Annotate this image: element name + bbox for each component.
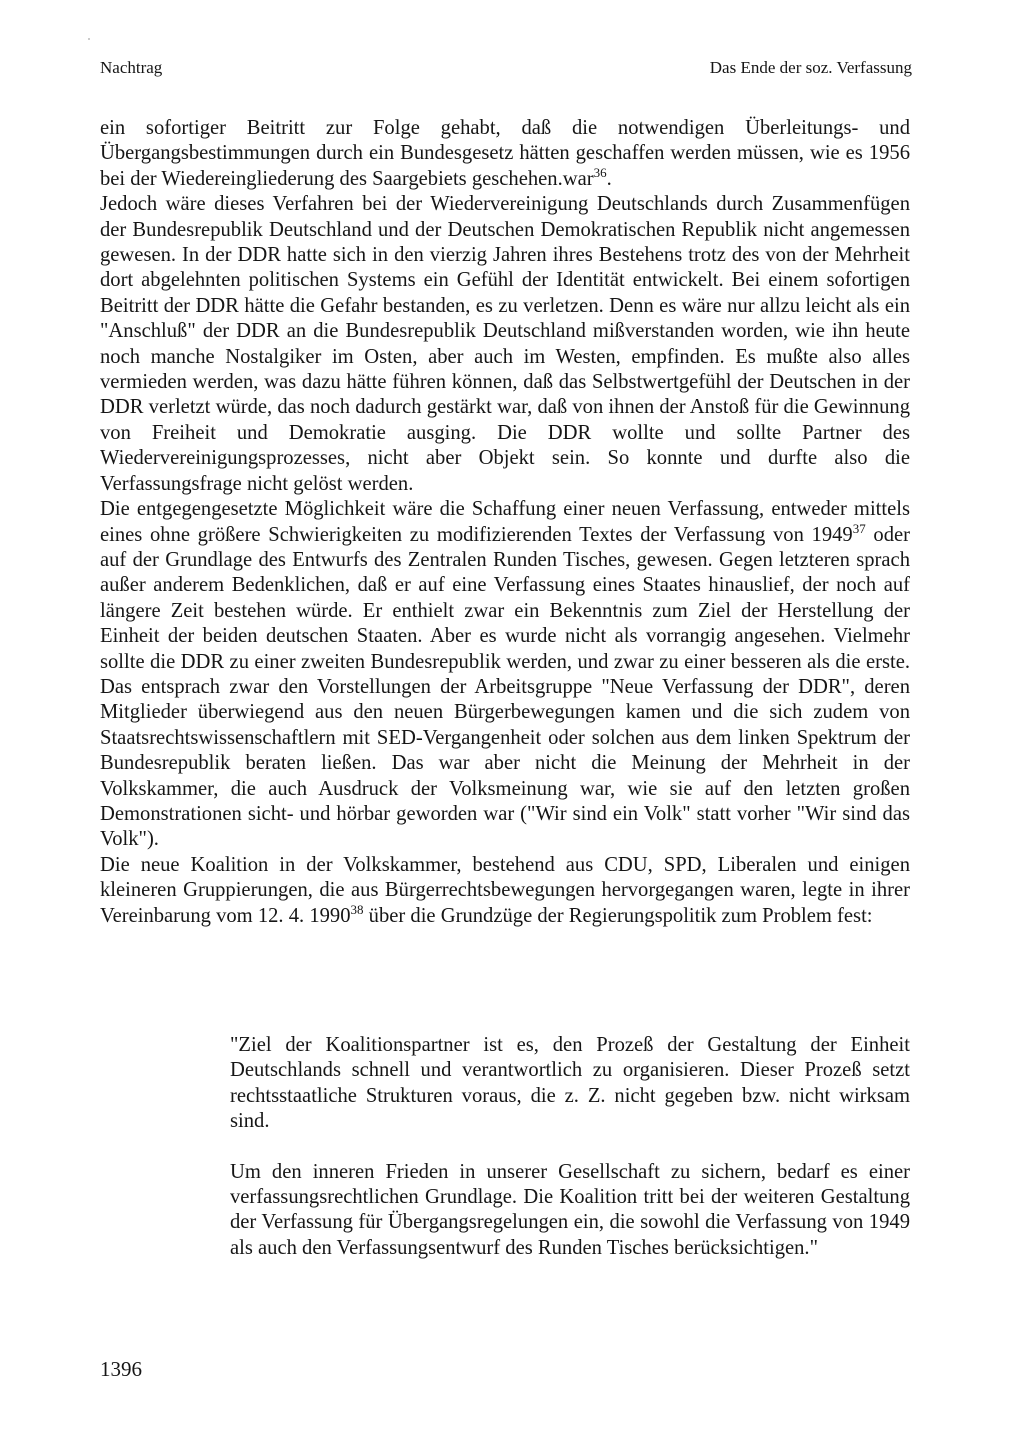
body-paragraph [100,853,910,929]
paragraph-text: Jedoch wäre dieses Verfahren bei der Wiedervereinigung Deutschlands durch Zusammenfügen der Bundesrepublik Deutschland und der Deutschen Demokratischen Republik nicht angemessen gewesen. In der DDR hatte sich in den vierzig Jahren ihres Bestehens trotz des von der Mehrheit dort abgelehnten politischen Systems ein Gefühl der Identität entwickelt. Bei einem sofortigen Beitritt der DDR hätte die Gefahr bestanden, es zu verletzen. Denn es wäre nur allzu leicht als ein "Anschluß" der DDR an die Bundesrepublik Deutschland mißverstanden worden, wie ihn heute noch manche Nostalgiker im Osten, aber auch im Westen, empfinden. Es mußte also alles vermieden werden, was dazu hätte führen können, daß das Selbstwertgefühl der Deutschen in der DDR verletzt würde, das noch dadurch gestärkt war, daß von ihnen der Anstoß für die Gewinnung von Freiheit und Demokratie ausging. Die DDR wollte und sollte Partner des Wiedervereinigungsprozesses, nicht aber Objekt sein. So konnte und durfte also die Verfassungsfrage nicht gelöst werden. [100,193,910,495]
running-header-right: Das Ende der soz. Verfassung [709,58,912,77]
scan-speck [88,38,90,40]
footnote-ref: 36 [593,164,607,180]
body-text [100,116,910,929]
footnote-ref: 37 [852,520,866,536]
paragraph-text: oder auf der Grundlage des Entwurfs des Zentralen Runden Tisches, gewesen. Gegen letzteren sprach außer anderem Bedenklichen, daß er auf eine Verfassung eines Staates hinauslief, der noch auf längere Zeit bestehen würde. Er enthielt zwar ein Bekenntnis zum Ziel der Herstellung der Einheit der beiden deutschen Staaten. Aber es wurde nicht als vorrangig angesehen. Vielmehr sollte die DDR zu einer zweiten Bundesrepublik werden, und zwar zu einer besseren als die erste. Das entsprach zwar den Vorstellungen der Arbeitsgruppe "Neue Verfassung der DDR", deren Mitglieder überwiegend aus den neuen Bürgerbewegungen kamen und die sich zudem von Staatsrechtswissenschaftlern mit SED-Vergangenheit oder solchen aus dem linken Spektrum der Bundesrepublik beraten ließen. Das war aber nicht die Meinung der Mehrheit in der Volkskammer, die auch Ausdruck der Volksmeinung war, wie sie auf den letzten großen Demonstrationen sicht- und hörbar geworden war ("Wir sind ein Volk" statt vorher "Wir sind das Volk"). [100,523,910,851]
footnote-ref: 38 [350,901,364,917]
paragraph-text: ein sofortiger Beitritt zur Folge gehabt, daß die notwendigen Überleitungs- und Übergangsbestimmungen durch ein Bundesgesetz hätten geschaffen werden müssen, wie es 1956 bei der Wiedereingliederung des Saargebiets geschehen.war [100,117,910,190]
block-quote [230,1033,910,1261]
body-paragraph [100,192,910,497]
quote-paragraph: Um den inneren Frieden in unserer Gesellschaft zu sichern, bedarf es einer verfassungsrechtlichen Grundlage. Die Koalition tritt bei der weiteren Gestaltung der Verfassung für Übergangsregelungen ein, die sowohl die Verfassung von 1949 als auch den Verfassungsentwurf des Runden Tisches berücksichtigen." [230,1160,910,1259]
page-number: 1396 [100,1357,142,1381]
paragraph-text: . [606,167,612,190]
paragraph-text: Die entgegengesetzte Möglichkeit wäre die Schaffung einer neuen Verfassung, entweder mittels eines ohne größere Schwierigkeiten zu modifizierenden Textes der Verfassung von 1949 [100,498,910,546]
quote-paragraph: "Ziel der Koalitionspartner ist es, den Prozeß der Gestaltung der Einheit Deutschlands schnell und verantwortlich zu organisieren. Dieser Prozeß setzt rechtsstaatliche Strukturen voraus, die z. Z. nicht gegeben bzw. nicht wirksam sind. [230,1034,910,1133]
body-paragraph [100,497,910,853]
running-header-left: Nachtrag [100,58,163,77]
paragraph-text: Die neue Koalition in der Volkskammer, bestehend aus CDU, SPD, Liberalen und einigen kleineren Gruppierungen, die aus Bürgerrechtsbewegungen hervorgegangen waren, legte in ihrer Vereinbarung vom 12. 4. 1990 [100,853,910,927]
body-paragraph [100,116,910,192]
paragraph-text: über die Grundzüge der Regierungspolitik zum Problem fest: [363,904,873,927]
